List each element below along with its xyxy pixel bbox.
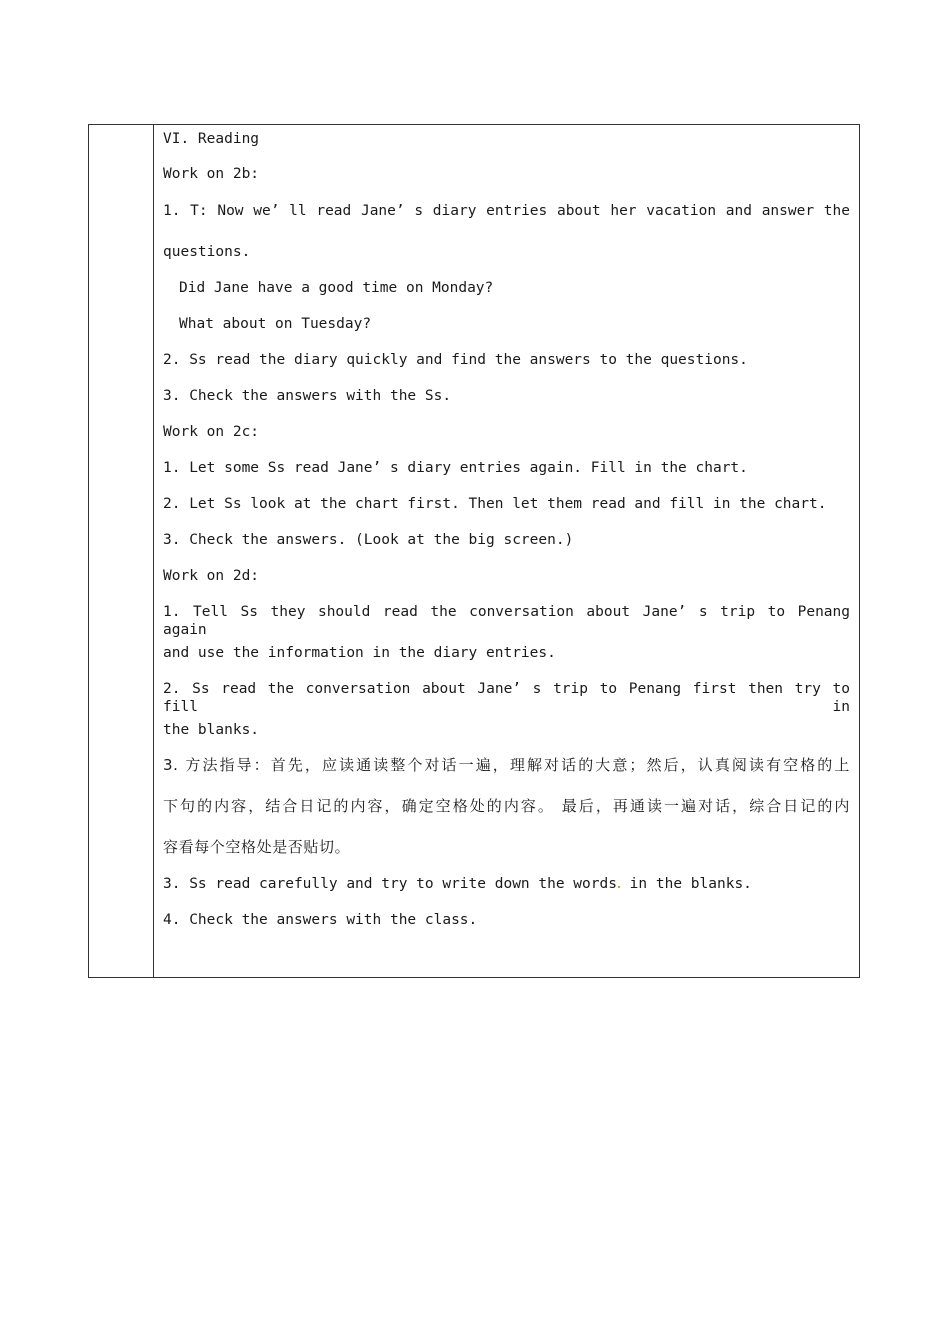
work-2d-step3-start: 3. Ss read carefully and try to write down the words	[163, 876, 617, 892]
work-2b-step1-line1: 1. T: Now we’ ll read Jane’ s diary entries about her vacation and answer the	[163, 203, 850, 219]
question-tuesday: What about on Tuesday?	[179, 316, 372, 332]
work-2d-step2-line2: the blanks.	[163, 722, 260, 738]
left-column-cell	[89, 125, 154, 977]
work-2c-step3: 3. Check the answers. (Look at the big screen.)	[163, 532, 574, 548]
section-title: VI. Reading	[163, 131, 260, 147]
work-2d-step1-line2: and use the information in the diary entries.	[163, 645, 556, 661]
work-2d-step3	[163, 875, 850, 893]
method-guide-line2: 下句的内容，结合日记的内容，确定空格处的内容。 最后，再通读一遍对话，综合日记的内	[163, 797, 850, 815]
lesson-plan-table	[88, 124, 860, 978]
work-2c-step2: 2. Let Ss look at the chart first. Then let them read and fill in the chart.	[163, 496, 827, 512]
work-2b-step3: 3. Check the answers with the Ss.	[163, 388, 452, 404]
work-2d-step2-line1: 2. Ss read the conversation about Jane’ s trip to Penang first then try to fill in	[163, 681, 850, 715]
reading-content-cell	[154, 125, 859, 977]
method-guide-line1: 3. 方法指导：首先，应读通读整个对话一遍，理解对话的大意；然后，认真阅读有空格的上	[163, 756, 850, 774]
question-monday: Did Jane have a good time on Monday?	[179, 280, 494, 296]
work-2d-step4: 4. Check the answers with the class.	[163, 912, 478, 928]
method-guide-line3: 容看每个空格处是否贴切。	[163, 838, 351, 856]
edit-marker	[618, 886, 620, 888]
work-2b-heading: Work on 2b:	[163, 166, 260, 182]
work-2c-heading: Work on 2c:	[163, 424, 260, 440]
work-2d-step1-line1: 1. Tell Ss they should read the conversation about Jane’ s trip to Penang again	[163, 604, 850, 638]
work-2b-step2: 2. Ss read the diary quickly and find the answers to the questions.	[163, 352, 748, 368]
work-2c-step1: 1. Let some Ss read Jane’ s diary entries again. Fill in the chart.	[163, 460, 748, 476]
work-2b-step1-line2: questions.	[163, 244, 251, 260]
work-2d-step3-end: in the blanks.	[620, 876, 752, 892]
work-2d-heading: Work on 2d:	[163, 568, 260, 584]
